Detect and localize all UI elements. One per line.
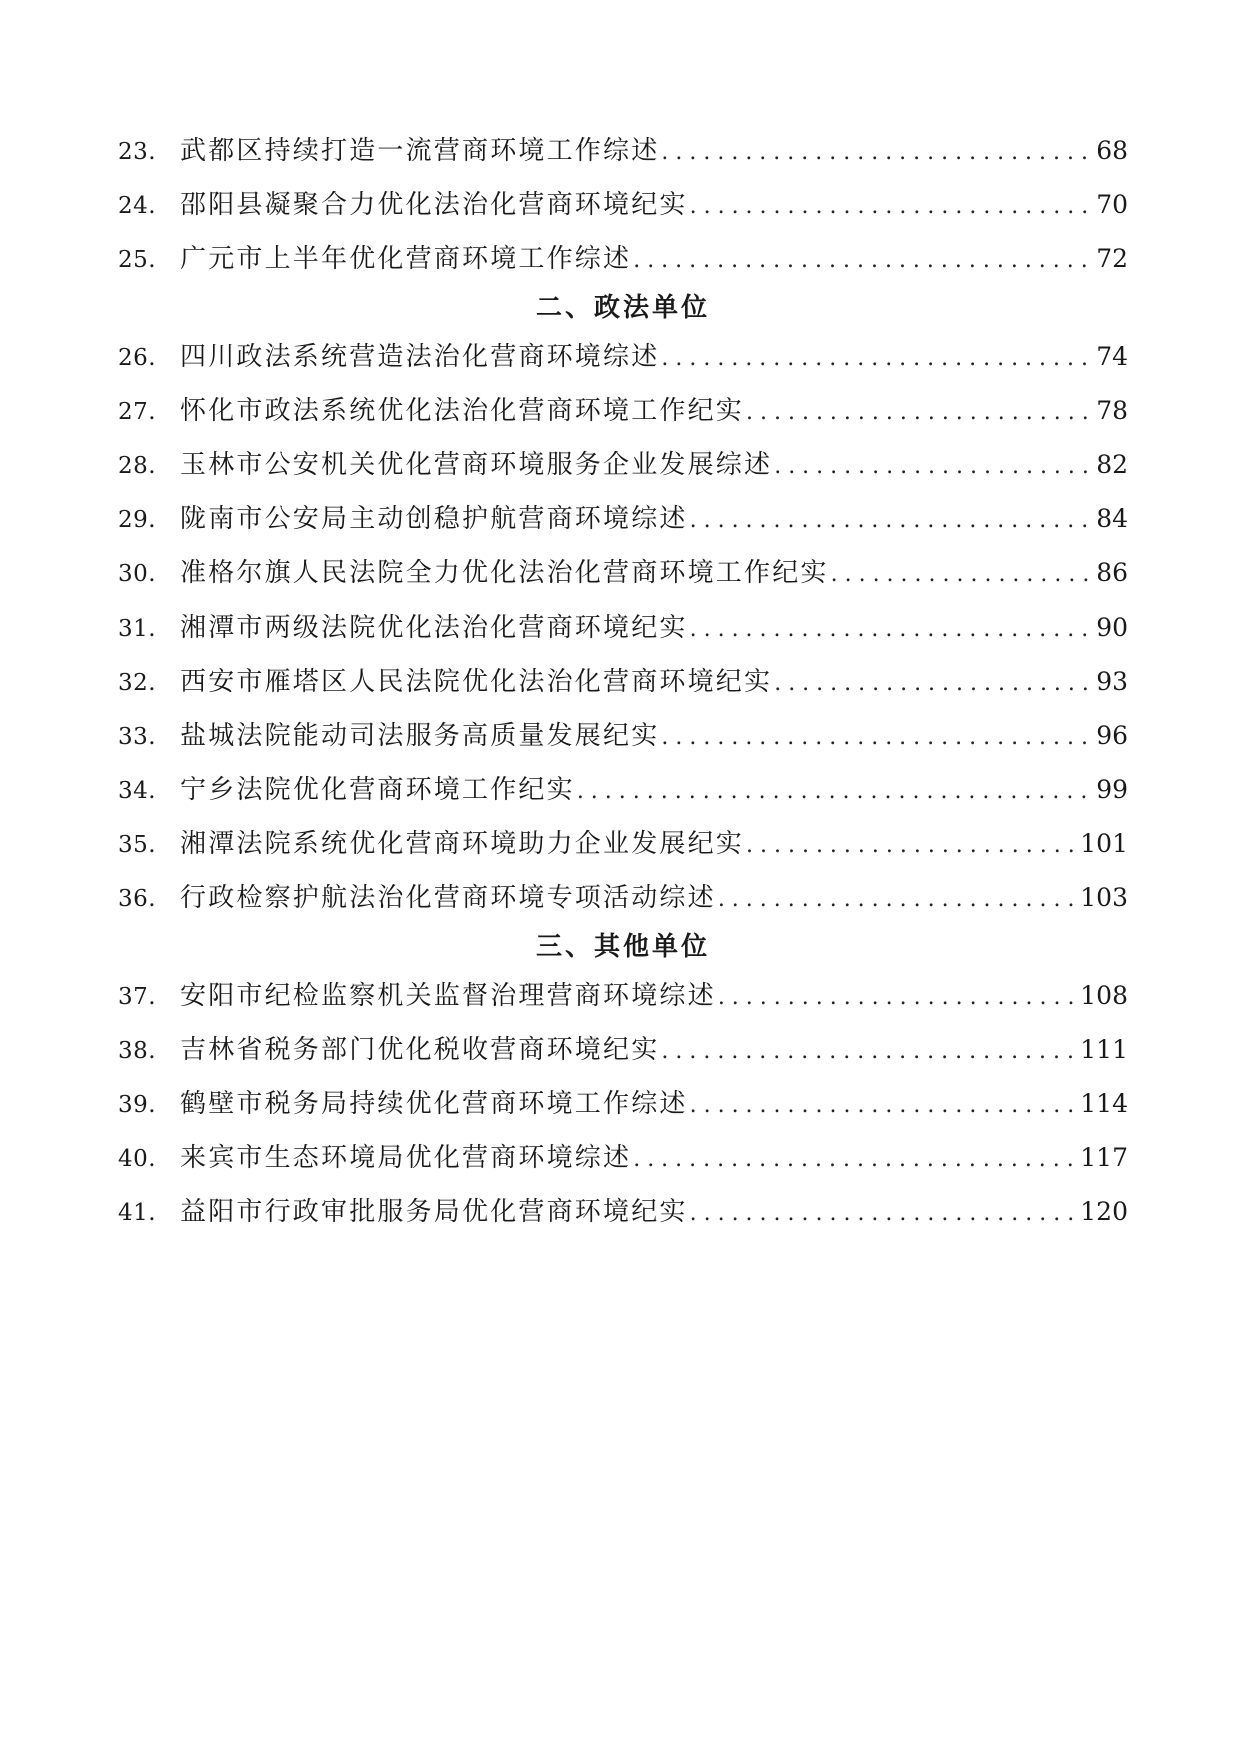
entry-page-number: 101	[1080, 829, 1128, 859]
toc-section-other-units	[118, 926, 1128, 1240]
entry-title: 盐城法院能动司法服务高质量发展纪实	[180, 720, 660, 751]
entry-title: 湘潭法院系统优化营商环境助力企业发展纪实	[180, 829, 745, 860]
entry-title: 陇南市公安局主动创稳护航营商环境综述	[180, 504, 688, 535]
entry-page-number: 74	[1096, 341, 1128, 371]
dot-leader	[688, 180, 1093, 234]
entry-number: 32.	[118, 669, 157, 696]
dot-leader	[688, 494, 1093, 548]
entry-page-number: 103	[1080, 883, 1128, 913]
entry-title: 武都区持续打造一流营商环境工作综述	[180, 136, 660, 166]
entry-number: 36.	[118, 886, 157, 913]
dot-leader	[744, 819, 1076, 873]
entry-page-number: 99	[1096, 775, 1128, 805]
toc-entry[interactable]	[118, 492, 1128, 546]
toc-entry[interactable]	[118, 871, 1128, 925]
entry-title: 四川政法系统营造法治化营商环境综述	[180, 341, 660, 372]
toc-entry[interactable]	[118, 969, 1128, 1023]
entry-title: 西安市雁塔区人民法院优化法治化营商环境纪实	[180, 666, 773, 697]
entry-number: 29.	[118, 507, 157, 534]
toc-entry[interactable]	[118, 817, 1128, 871]
toc-entry[interactable]	[118, 601, 1128, 655]
entry-number: 31.	[118, 615, 157, 642]
toc-entry[interactable]	[118, 384, 1128, 438]
entry-page-number: 96	[1096, 720, 1128, 750]
toc-entry[interactable]	[118, 330, 1128, 384]
entry-number: 41.	[118, 1200, 157, 1227]
toc-entry[interactable]	[118, 763, 1128, 817]
entry-title: 准格尔旗人民法院全力优化法治化营商环境工作纪实	[180, 558, 829, 589]
dot-leader	[744, 386, 1092, 440]
toc-section-political-legal	[118, 287, 1128, 926]
entry-number: 24.	[118, 193, 157, 220]
dot-leader	[772, 657, 1092, 711]
toc-entry[interactable]	[118, 655, 1128, 709]
entry-page-number: 93	[1096, 666, 1128, 696]
dot-leader	[688, 1079, 1077, 1133]
entry-title: 怀化市政法系统优化法治化营商环境工作纪实	[180, 395, 745, 426]
entry-number: 39.	[118, 1092, 157, 1118]
entry-number: 33.	[118, 723, 157, 750]
toc-entry[interactable]	[118, 1077, 1128, 1131]
entry-page-number: 117	[1080, 1143, 1128, 1173]
dot-leader	[659, 126, 1092, 180]
entry-page-number: 84	[1096, 504, 1128, 534]
dot-leader	[631, 1133, 1076, 1187]
entry-title: 玉林市公安机关优化营商环境服务企业发展综述	[180, 449, 773, 480]
entry-page-number: 68	[1096, 136, 1128, 165]
section-heading: 三、其他单位	[535, 931, 710, 962]
entry-title: 湘潭市两级法院优化法治化营商环境纪实	[180, 612, 688, 643]
toc-entry[interactable]	[118, 546, 1128, 600]
dot-leader	[575, 765, 1092, 819]
entry-page-number: 90	[1096, 612, 1128, 642]
toc-entry[interactable]	[118, 1185, 1128, 1239]
entry-title: 安阳市纪检监察机关监督治理营商环境综述	[180, 980, 716, 1011]
dot-leader	[659, 1025, 1076, 1079]
entry-page-number: 86	[1096, 558, 1128, 588]
entry-number: 25.	[118, 247, 157, 274]
entry-page-number: 82	[1096, 449, 1128, 479]
toc-entry[interactable]	[118, 438, 1128, 492]
section-heading: 二、政法单位	[535, 292, 710, 323]
entry-title: 鹤壁市税务局持续优化营商环境工作综述	[180, 1089, 688, 1119]
entry-title: 邵阳县凝聚合力优化法治化营商环境纪实	[180, 190, 688, 221]
entry-number: 28.	[118, 452, 157, 479]
entry-number: 34.	[118, 778, 157, 805]
entry-number: 38.	[118, 1037, 157, 1064]
entry-title: 益阳市行政审批服务局优化营商环境纪实	[180, 1197, 688, 1228]
entry-title: 吉林省税务部门优化税收营商环境纪实	[180, 1034, 660, 1065]
table-of-contents	[118, 124, 1128, 1240]
entry-number: 27.	[118, 398, 157, 425]
entry-page-number: 111	[1080, 1034, 1128, 1064]
entry-title: 宁乡法院优化营商环境工作纪实	[180, 775, 575, 806]
dot-leader	[829, 548, 1093, 602]
toc-entry[interactable]	[118, 1131, 1128, 1185]
entry-title: 行政检察护航法治化营商环境专项活动综述	[180, 883, 716, 914]
entry-number: 23.	[118, 139, 157, 165]
entry-page-number: 120	[1080, 1197, 1128, 1227]
dot-leader	[688, 1187, 1077, 1241]
toc-entry[interactable]	[118, 178, 1128, 232]
dot-leader	[659, 332, 1092, 386]
entry-page-number: 72	[1096, 244, 1128, 274]
toc-entry[interactable]	[118, 709, 1128, 763]
dot-leader	[716, 971, 1076, 1025]
toc-entry[interactable]	[118, 232, 1128, 286]
dot-leader	[772, 440, 1092, 494]
entry-number: 30.	[118, 561, 157, 588]
entry-title: 广元市上半年优化营商环境工作综述	[180, 244, 632, 275]
dot-leader	[716, 873, 1076, 927]
entry-number: 37.	[118, 983, 157, 1010]
toc-entry[interactable]	[118, 124, 1128, 178]
dot-leader	[659, 711, 1092, 765]
entry-number: 26.	[118, 344, 157, 371]
entry-title: 来宾市生态环境局优化营商环境综述	[180, 1143, 632, 1174]
toc-section-local-government	[118, 124, 1128, 287]
entry-number: 35.	[118, 832, 157, 859]
entry-number: 40.	[118, 1146, 157, 1173]
entry-page-number: 70	[1096, 190, 1128, 220]
toc-entry[interactable]	[118, 1023, 1128, 1077]
entry-page-number: 78	[1096, 395, 1128, 425]
dot-leader	[688, 603, 1093, 657]
entry-page-number: 108	[1080, 980, 1128, 1010]
dot-leader	[631, 234, 1092, 288]
entry-page-number: 114	[1080, 1089, 1128, 1118]
